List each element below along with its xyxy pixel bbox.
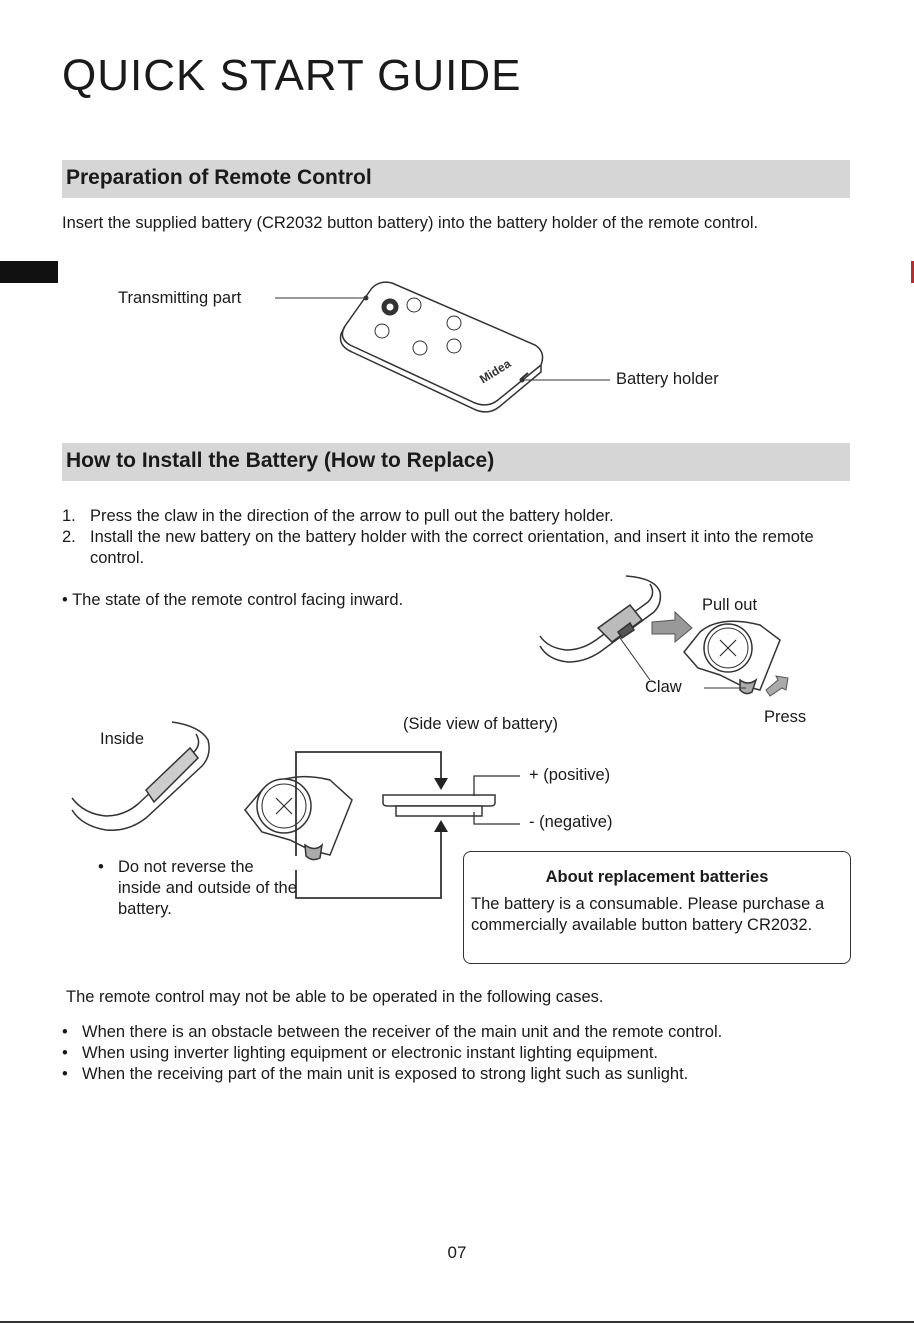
reverse-warning	[98, 857, 298, 920]
label-press: Press	[764, 708, 807, 726]
list-item: • When using inverter lighting equipment or electronic instant lighting equipment.	[62, 1043, 822, 1064]
section-heading: Preparation of Remote Control	[66, 166, 372, 189]
page-bottom-rule	[0, 1321, 914, 1323]
state-note: • The state of the remote control facing inward.	[62, 591, 404, 609]
step-item: 2. Install the new battery on the battery holder with the correct orientation, and insert it into the remote control.	[62, 528, 814, 567]
label-pull-out: Pull out	[702, 596, 758, 614]
replacement-notice-box	[463, 851, 851, 964]
label-battery-holder: Battery holder	[616, 370, 719, 388]
cases-list	[62, 1022, 822, 1085]
preparation-text: Insert the supplied battery (CR2032 button battery) into the battery holder of the remote control.	[62, 214, 759, 232]
remote-brand-logo: Midea	[476, 356, 514, 387]
list-item: • When there is an obstacle between the receiver of the main unit and the remote control.	[62, 1022, 822, 1043]
label-positive: + (positive)	[529, 766, 611, 784]
notice-body: The battery is a consumable. Please purchase a commercially available button battery CR2032.	[471, 895, 825, 934]
page-title: QUICK START GUIDE	[62, 51, 522, 100]
label-negative: - (negative)	[529, 813, 613, 831]
label-inside: Inside	[100, 730, 145, 748]
page-number: 07	[447, 1243, 467, 1262]
list-item: • Do not reverse the inside and outside of the battery.	[98, 857, 298, 920]
label-transmitting-part: Transmitting part	[118, 289, 242, 307]
label-side-view: (Side view of battery)	[403, 715, 558, 733]
list-item: • When the receiving part of the main unit is exposed to strong light such as sunlight.	[62, 1064, 822, 1085]
cases-intro: The remote control may not be able to be operated in the following cases.	[66, 988, 604, 1006]
notice-title: About replacement batteries	[545, 868, 769, 886]
step-item: 1. Press the claw in the direction of the arrow to pull out the battery holder.	[62, 507, 614, 525]
label-claw: Claw	[645, 678, 682, 696]
section-heading: How to Install the Battery (How to Replace)	[66, 449, 495, 472]
